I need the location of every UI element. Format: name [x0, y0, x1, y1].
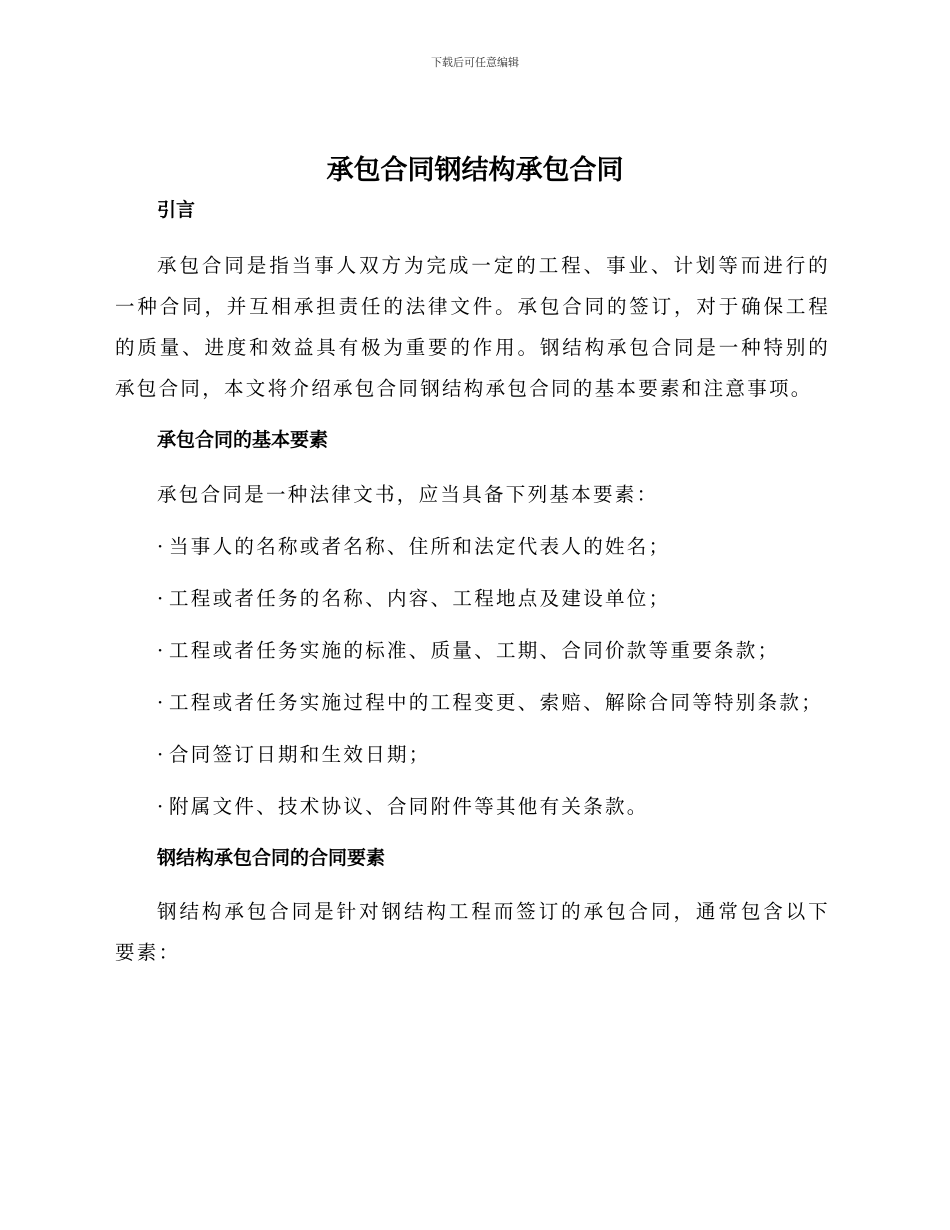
bullet-marker: · [157, 535, 166, 558]
steel-elements-paragraph: 钢结构承包合同是针对钢结构工程而签订的承包合同，通常包含以下要素： [115, 900, 830, 964]
list-item-text: 合同签订日期和生效日期； [169, 743, 431, 766]
list-item [115, 786, 830, 827]
steel-elements-heading: 钢结构承包合同的合同要素 [157, 847, 386, 869]
bullet-marker: · [157, 691, 166, 714]
intro-heading: 引言 [157, 199, 196, 221]
list-item [115, 630, 830, 671]
header-note: 下载后可任意编辑 [431, 56, 519, 69]
bullet-marker: · [157, 795, 166, 818]
list-item [115, 526, 830, 567]
list-item [115, 682, 830, 723]
list-item-text: 当事人的名称或者名称、住所和法定代表人的姓名； [169, 535, 671, 558]
list-item-text: 工程或者任务的名称、内容、工程地点及建设单位； [169, 587, 671, 610]
document-body [115, 193, 830, 973]
list-item-text: 工程或者任务实施过程中的工程变更、索赔、解除合同等特别条款； [169, 691, 824, 714]
document-title: 承包合同钢结构承包合同 [326, 155, 624, 186]
intro-paragraph: 承包合同是指当事人双方为完成一定的工程、事业、计划等而进行的一种合同，并互相承担责任的法律文件。承包合同的签订，对于确保工程的质量、进度和效益具有极为重要的作用。钢结构承包合同是一种特别的承包合同，本文将介绍承包合同钢结构承包合同的基本要素和注意事项。 [115, 254, 830, 400]
bullet-marker: · [157, 587, 166, 610]
list-item-text: 附属文件、技术协议、合同附件等其他有关条款。 [169, 795, 649, 818]
list-item [115, 578, 830, 619]
basic-elements-heading: 承包合同的基本要素 [157, 429, 329, 451]
list-item-text: 工程或者任务实施的标准、质量、工期、合同价款等重要条款； [169, 639, 780, 662]
bullet-marker: · [157, 639, 166, 662]
bullet-marker: · [157, 743, 166, 766]
basic-elements-intro: 承包合同是一种法律文书，应当具备下列基本要素： [157, 483, 659, 506]
list-item [115, 734, 830, 775]
